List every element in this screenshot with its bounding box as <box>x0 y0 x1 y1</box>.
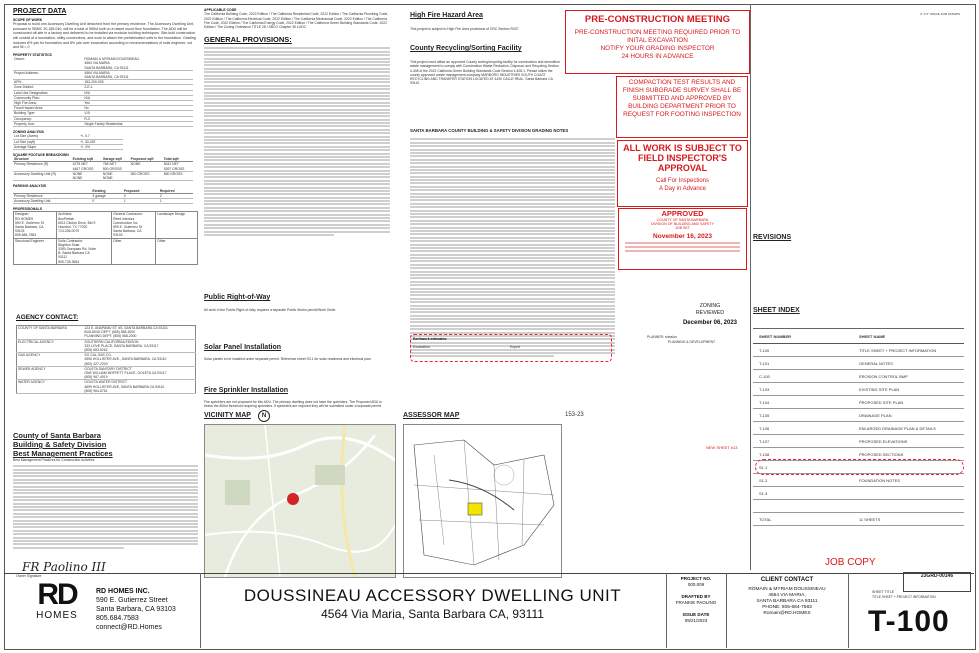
north-arrow <box>258 410 270 422</box>
sheet-title-label: SHEET TITLE <box>872 590 895 594</box>
assessor-map-graphic <box>404 425 561 577</box>
stats-label-cell: Zone District: <box>13 85 83 90</box>
stats-row <box>13 57 193 70</box>
excavation-label: Excavation <box>413 345 430 349</box>
stats-value-cell: No <box>83 106 193 111</box>
sheet-index-row <box>753 344 964 357</box>
agency-label-cell: WATER AGENCY <box>17 380 84 394</box>
client-label: CLIENT CONTACT <box>760 577 814 583</box>
assessor-title: ASSESSOR MAP <box>403 412 460 419</box>
prof-gc: General Contractor: Reed Interiors Construction Inc 590 E. Gutierrez St Santa Barbara, CA 93103 <box>112 212 156 238</box>
sqft-header-cell: Garage sqft <box>102 157 130 162</box>
sheet-number-cell: TOTAL <box>759 516 772 522</box>
parking-label-cell: Primary Residence <box>13 193 91 198</box>
preconstruction-stamp <box>565 10 750 74</box>
client-phone: PHONE: 805-684-7583 <box>762 605 812 610</box>
grd-number-box <box>903 572 971 592</box>
sheet-name-cell: FOUNDATION NOTES <box>859 477 901 483</box>
county-title-1: County of Santa Barbara <box>13 431 101 440</box>
right-of-way-title: Public Right-of-Way <box>204 294 271 301</box>
parking-value-cell: 0 <box>123 193 159 198</box>
zoning-title: ZONING REVIEWED <box>695 303 725 316</box>
sheet-index-row <box>753 513 964 526</box>
zoning-value-cell: +/- 0.7 <box>79 134 123 139</box>
agency-value-cell: GOLETA WATER DISTRICT 4699 HOLLISTER AVE, SANTA BARBARA CA 93110 (805) 964-6761 <box>83 380 195 394</box>
general-provisions-title: GENERAL PROVISIONS: <box>204 35 292 45</box>
sheet-number-cell: S1.2 <box>759 477 768 483</box>
sqft-header-cell: Existing sqft <box>72 157 102 162</box>
job-copy-label: JOB COPY <box>825 557 876 568</box>
county-title-3: Best Management Practices <box>13 449 113 458</box>
grd-number: 23GRD-00146 <box>920 573 954 579</box>
agency-row <box>17 366 196 380</box>
project-meta <box>668 576 724 624</box>
sheet-index-row <box>753 383 964 396</box>
issue-label: ISSUE DATE <box>682 612 710 618</box>
sheet-number: T-100 <box>868 605 950 638</box>
stats-label-cell: Occupancy: <box>13 116 83 121</box>
sheet-index-row <box>753 422 964 435</box>
sheet-index-row <box>753 409 964 422</box>
company-addr-2: Santa Barbara, CA 93103 <box>96 606 176 613</box>
zoning-table <box>13 134 123 150</box>
agency-row <box>17 353 196 367</box>
agency-label-cell: ELECTRICAL AGENCY <box>17 339 84 353</box>
sqft-table <box>13 157 193 181</box>
sheet-rows <box>753 344 964 526</box>
client-addr-1: 4564 VIA MARIA, <box>768 593 806 598</box>
scope-heading: SCOPE OF WORK <box>13 18 43 22</box>
prof-architect: Architect: BoxPrefab 6011 Clinton Drive, Bld 9 Houston, TX 77020 713-206-0070 <box>57 212 112 238</box>
agency-row <box>17 339 196 353</box>
project-address: 4564 Via Maria, Santa Barbara CA, 93111 <box>321 607 544 621</box>
logo <box>28 580 86 621</box>
project-data-title: PROJECT DATA <box>13 8 67 15</box>
agency-table <box>16 325 196 394</box>
right-of-way-text: All work in the Public Right-of-Way requires a separate Public Works permit/Work Order. <box>204 308 337 312</box>
sheet-number-cell: T-103 <box>759 386 770 392</box>
prof-structural: Structural Engineer <box>14 238 57 264</box>
agency-label-cell: GAS AGENCY <box>17 353 84 367</box>
stats-value-cell: 4564 VIA MARIA SANTA BARBARA, CA 93111 <box>83 70 193 79</box>
stamp-space-note: 4" X 6" SPACE FOR STAMPS <box>920 12 961 16</box>
stats-value-cell: V-B <box>83 111 193 116</box>
parking-table <box>13 189 193 205</box>
revisions-title: REVISIONS <box>753 234 792 241</box>
sprinkler-title: Fire Sprinkler Installation <box>204 387 289 394</box>
zoning-stamp <box>675 303 745 326</box>
sheet-name-cell: DRAINAGE PLAN <box>859 412 892 418</box>
north-label: N <box>261 413 267 419</box>
prof-soils: Soils Contractor: Brighton Solar 3390 Overpass Rd. Suite B. Santa Barbara CA 93111 805-728-3654 <box>57 238 112 264</box>
prof-other-2: Other <box>156 238 198 264</box>
sheet-name-cell: TITLE SHEET + PROJECT INFORMATION <box>859 347 937 353</box>
parking-value-cell: 2 <box>159 193 193 198</box>
sqft-value-cell: 5041 NET 5267 GROSS <box>163 162 193 171</box>
agency-title: AGENCY CONTACT: <box>16 314 79 321</box>
sheet-number-cell: T-106 <box>759 425 770 431</box>
sqft-row <box>13 162 193 171</box>
stats-value-cell: N/A <box>83 95 193 100</box>
parking-value-cell: 1 <box>159 198 193 203</box>
project-no-label: PROJECT NO. <box>680 576 712 581</box>
scope-text: Proposal to build one Accessory Dwelling Unit detached from the primary residence. The Accessory Dwelling Unit, pursuant to SBMC 30.185.040, will be a total of 550sf built on a raised wood floor foundation. The ADU will be constructed off-site in a factory and delivered to be installed via modular building techniques. Site-built construction will consist of a foundation, utility connections, and work to attach the prefabricated units to the foundation. Grading includes 8% yds for foundation and 8% yds over excavation according to recommendations of soils engineer; cut and fill = 0 <box>13 22 196 50</box>
sqft-value-cell: 766 NET 800 GROSS <box>102 162 130 171</box>
sqft-value-cell: 550 GROSS <box>163 171 193 180</box>
stats-label-cell: Owner: <box>13 57 83 70</box>
sheet-index-title: SHEET INDEX <box>753 307 800 314</box>
county-bmp-section <box>13 431 198 550</box>
recycling-title: County Recycling/Sorting Facility <box>410 45 522 52</box>
signature-label: Owner Signature <box>16 574 42 578</box>
parking-value-cell: 0 <box>91 198 122 203</box>
stats-value-cell: 2-E-1 <box>83 85 193 90</box>
sqft-value-cell: 4275 NET 4467 GROSS <box>72 162 102 171</box>
parking-heading: PARKING ANALYSIS <box>13 184 47 189</box>
sheet-index-row <box>753 396 964 409</box>
planner-sub: PLANNING & DEVELOPMENT <box>668 340 716 344</box>
stats-label-cell: High Fire Area: <box>13 100 83 105</box>
agency-value-cell: SO CAL GAS CO. 4555 HOLLISTER AVE., SANTA BARBARA, CA 93110 (800) 427-2200 <box>83 353 195 367</box>
sheet-number-cell: S1.3 <box>759 490 768 496</box>
stats-label-cell: Flood Hazard Area: <box>13 106 83 111</box>
applicable-code-heading: APPLICABLE CODE <box>204 8 237 12</box>
stats-label-cell: Community Plan: <box>13 95 83 100</box>
zoning-label-cell: Lot Size (Acres) <box>13 134 79 139</box>
parking-value-cell: 1 <box>123 198 159 203</box>
stats-label-cell: Property Use: <box>13 121 83 126</box>
field-inspector-title: ALL WORK IS SUBJECT TO FIELD INSPECTOR'S APPROVAL <box>623 143 742 173</box>
stats-label-cell: Building Type: <box>13 111 83 116</box>
fire-hazard-title: High Fire Hazard Area <box>410 12 483 19</box>
field-inspector-stamp <box>617 140 748 207</box>
zoning-date: December 06, 2023 <box>682 320 738 326</box>
stats-label-cell: Land Use Designation: <box>13 90 83 95</box>
sheet-index-table <box>753 328 964 526</box>
sqft-label-cell: Primary Residence (R) <box>13 162 72 171</box>
sheet-number-cell: T-100 <box>759 347 770 353</box>
right-divider <box>750 4 751 570</box>
stats-value-cell: N/A <box>83 90 193 95</box>
sheet-number-cell: T-108 <box>759 451 770 457</box>
owner-signature: FR Paolino III <box>22 560 106 574</box>
zoning-label-cell: Average Slope <box>13 144 79 149</box>
solar-text: Solar panels to be installed under separate permit. Reference sheet S3.1 for solar readiness and electrical plan. <box>204 357 372 361</box>
company-name: RD HOMES INC. <box>96 588 150 595</box>
property-stats-table <box>13 57 193 127</box>
sheet-index-row <box>753 487 964 500</box>
client-name: ROMAIN & MYRIAM DOUSSINEAU <box>748 587 826 592</box>
agency-label-cell: COUNTY OF SANTA BARBARA <box>17 326 84 340</box>
parking-label-cell: Accessory Dwelling Unit <box>13 198 91 203</box>
assessor-map <box>403 424 562 578</box>
stats-label-cell: APN: <box>13 80 83 85</box>
sheet-title: TITLE SHEET + PROJECT INFORMATION <box>872 595 936 599</box>
solar-title: Solar Panel Installation <box>204 344 282 351</box>
sheet-index-row <box>753 370 964 383</box>
grading-notes-text <box>410 137 615 359</box>
sheet-name-cell: GENERAL NOTES <box>859 360 893 366</box>
stats-label-cell: Project Address: <box>13 70 83 79</box>
approved-sub: COUNTY OF SANTA BARBARA DIVISION OF BUILDING AND SAFETY JOB SET <box>650 218 715 231</box>
client-contact <box>728 577 846 617</box>
approved-stamp <box>618 208 747 270</box>
sheet-index-row <box>753 474 964 487</box>
agency-row <box>17 380 196 394</box>
client-email: Romain@RD.HOMES <box>763 611 811 616</box>
title-divider-4 <box>848 573 849 648</box>
stats-value-cell: Yes <box>83 100 193 105</box>
sqft-heading: SQUARE FOOTAGE BREAKDOWN <box>13 152 69 157</box>
sheet-name-cell: 11 SHEETS <box>859 516 881 522</box>
sheet-name-cell: EROSION CONTROL BMP <box>859 373 908 379</box>
zoning-heading: ZONING ANALYSIS <box>13 130 44 134</box>
parking-header-cell: Proposed <box>123 189 159 194</box>
parking-header-cell: Required <box>159 189 193 194</box>
sprinkler-text: Fire sprinklers are not proposed for this ADU. The primary dwelling does not have fire sprinklers. The Proposed ADU is below the 800sf threshold requiring sprinklers. If sprinklers are required they will be submitted under a separate permit. <box>204 400 382 409</box>
sheet-name-cell: ENLARGED DRAINAGE PLAN & DETAILS <box>859 425 936 431</box>
stats-row <box>13 121 193 126</box>
sqft-value-cell: NONE NONE <box>102 171 130 180</box>
vicinity-map <box>204 424 396 578</box>
sqft-header-cell: Structure <box>13 157 72 162</box>
approved-date: November 16, 2023 <box>653 232 712 240</box>
company-addr-1: 590 E. Gutierrez Street <box>96 597 168 604</box>
sheet-number-cell: C-100 <box>759 373 770 379</box>
agency-value-cell: GOLETA SANITARY DISTRICT ONE WILLIAM MOFFETT PLACE, GOLETA CA 93117 (805) 967-4519 <box>83 366 195 380</box>
project-title: DOUSSINEAU ACCESSORY DWELLING UNIT <box>243 586 622 605</box>
logo-word: HOMES <box>36 610 78 621</box>
prof-landscape: Landscape Design <box>156 212 198 238</box>
title-block-top-line <box>4 573 974 574</box>
planner-name: PLANNER: shealon <box>647 335 677 339</box>
fire-hazard-text: This project is subject to High Fire Area provisions of CRC Section R337 <box>410 27 519 31</box>
recycling-text: This project must utilize an approved County sorting/recycling facility for construction and demolition waste management to comply with Construction Waste Reduction, Disposal, and Recycling Section 4.408 of the 2022 California Green Building Standards Code Section 4.408.1. Please utilize the county approved waste management company MARBORG INDUSTRIES SOUTH COAST RECYCLING AND TRANSFER STATION LOCATED AT 4430 CALLE REAL, Santa Barbara CA 93110. <box>410 60 560 86</box>
stats-heading: PROPERTY STATISTICS <box>13 52 52 57</box>
company-info <box>96 587 176 632</box>
approved-title: APPROVED <box>661 209 704 218</box>
agency-label-cell: SEWER AGENCY <box>17 366 84 380</box>
stats-value-cell: R-3 <box>83 116 193 121</box>
bmp-text-block <box>13 465 198 548</box>
stats-value-cell: ROMAIN & MYRIAM DOUSSINEAU 4564 VIA MARIA SANTA BARBARA, CA 93111 <box>83 57 193 70</box>
drafted-value: FRANKIE PAOLINO <box>675 599 717 605</box>
zoning-label-cell: Lot Size (sqft) <box>13 139 79 144</box>
general-provisions-text <box>204 47 390 235</box>
sheet-number-cell: T-104 <box>759 399 770 405</box>
sqft-header-cell: Proposed sqft <box>130 157 163 162</box>
sheet-index-row <box>753 357 964 370</box>
parking-row <box>13 198 193 203</box>
sheet-number-cell: T-105 <box>759 412 770 418</box>
sheet-index-row <box>753 435 964 448</box>
sqft-value-cell: NONE <box>130 162 163 171</box>
sheet-number-cell: T-107 <box>759 438 770 444</box>
stats-value-cell: 153-200-005 <box>83 80 193 85</box>
earthwork-label: Earthwork estimates: <box>413 337 448 341</box>
parking-value-cell: 3 garage <box>91 193 122 198</box>
project-data-section <box>13 8 198 265</box>
sheet-number-cell: T-101 <box>759 360 770 366</box>
agency-row <box>17 326 196 340</box>
vicinity-map-graphic <box>205 425 395 577</box>
preconstruction-body: PRE-CONSTRUCTION MEETING REQUIRED PRIOR TO INITAL EXCAVATION NOTIFY YOUR GRADING INSPECTOR 24 HOURS IN ADVANCE <box>574 29 741 60</box>
center-column <box>204 8 390 237</box>
prof-other-1: Other <box>112 238 156 264</box>
zoning-value-cell: +/- 30,492 <box>79 139 123 144</box>
sheet-name-col-header: SHEET NAME <box>859 333 886 339</box>
title-divider-2 <box>666 573 667 648</box>
preconstruction-title: PRE-CONSTRUCTION MEETING <box>584 14 731 25</box>
vicinity-title: VICINITY MAP <box>204 412 251 419</box>
professionals-heading: PROFESSIONALS <box>13 207 43 212</box>
compaction-text: COMPACTION TEST RESULTS AND FINISH SUBGRADE SURVEY SHALL BE SUBMITTED AND APPROVED BY BUILDING DEPARTMENT PRIOR TO REQUEST FOR FOOTING INSPECTION <box>622 79 742 118</box>
zoning-value-cell: +/- 4% <box>79 144 123 149</box>
assessor-parcel-label: 153-23 <box>565 412 584 418</box>
parking-header-cell: Existing <box>91 189 122 194</box>
county-subtitle: Best Management Practices for Construction Activities <box>13 458 95 462</box>
prof-designer: Designer: RD HOMES 590 E. Gutierrez St Santa Barbara, CA 93103 805-684-7583 <box>14 212 57 238</box>
stats-value-cell: Single Family Residential <box>83 121 193 126</box>
project-no: 000.009 <box>687 581 705 587</box>
sheet-name-cell: EXISTING SITE PLAN <box>859 386 900 392</box>
sheet-name-cell: PROPOSED SECTIONS <box>859 451 904 457</box>
county-title-2: Building & Safety Division <box>13 440 107 449</box>
client-addr-2: SANTA BARBARA CA 93111 <box>756 599 818 604</box>
sheet-index-row <box>753 500 964 513</box>
agency-section <box>16 314 196 394</box>
agency-value-cell: SOUTHERN CALIFORNIA EDISON 333 LOVE PLACE, SANTA BARBARA, CA 93117 (805) 683-5262 <box>83 339 195 353</box>
logo-mark: RD <box>37 578 77 611</box>
compaction-stamp <box>616 76 748 138</box>
new-sheet-highlight <box>755 459 964 475</box>
company-phone: 805.684.7583 <box>96 615 139 622</box>
agency-value-cell: 123 E. ANAPAMU ST. #S, SANTA BARBARA CA 93101 BUILDING DEPT: (805) 568-3000 PLANNING DEPT: (805) 568-2000 <box>83 326 195 340</box>
sheet-number-col-header: SHEET NUMBER <box>759 333 792 339</box>
field-inspector-sub: Call For Inspections A Day in Advance <box>655 178 710 192</box>
sqft-header-cell: Total sqft <box>163 157 193 162</box>
professionals-table <box>13 211 198 264</box>
zoning-row <box>13 144 123 149</box>
sheet-number-cell: S1.1 <box>759 464 768 470</box>
sqft-value-cell: NONE NONE <box>72 171 102 180</box>
sqft-label-cell: Accessory Dwelling Unit (R) <box>13 171 72 180</box>
sqft-row <box>13 171 193 180</box>
grading-notes-title: SANTA BARBARA COUNTY BUILDING & SAFETY DIVISION GRADING NOTES <box>410 128 569 133</box>
new-sheet-tag: NEW SHEET #13 <box>706 445 738 450</box>
sqft-value-cell: 550 GROSS <box>130 171 163 180</box>
drafted-label: DRAFTED BY <box>681 594 711 600</box>
export-label: Export <box>510 345 520 349</box>
title-divider-3 <box>726 573 727 648</box>
applicable-code-text: The California Building Code, 2022 Edition / The California Residential Code, 2022 Edition / The California Plumbing Code, 2022 Edition / The California Electrical Code, 2022 Edition / The California Mechanical Code, 2022 Edition / The California Fire Code, 2022 Edition / The California Energy Code, 2022 Edition / The California Green Building Standards Code, 2022 Edition / The Zoning Ordinance TITLE 28 / SBCO Chapter 35 LUDC <box>204 12 389 30</box>
stats-row <box>13 70 193 79</box>
issue-value: 09/21/2023 <box>684 617 708 623</box>
company-email: connect@RD.Homes <box>96 624 162 631</box>
sheet-name-cell: PROPOSED ELEVATIONS <box>859 438 908 444</box>
sheet-name-cell: PROPOSED SITE PLAN <box>859 399 904 405</box>
